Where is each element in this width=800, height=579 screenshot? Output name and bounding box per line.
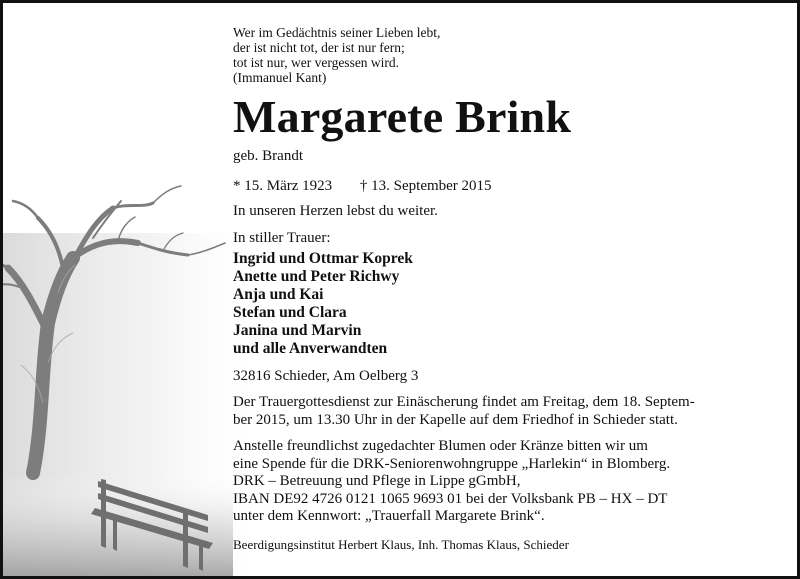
obituary-text <box>233 25 793 553</box>
donation-line: Anstelle freundlichst zugedachter Blumen oder Kränze bitten wir um <box>233 438 648 454</box>
quote-line: tot ist nur, wer vergessen wird. <box>233 55 400 70</box>
birth-name: geb. Brandt <box>233 148 303 164</box>
deceased-name: Margarete Brink <box>233 91 572 142</box>
life-dates <box>233 177 793 195</box>
mourner-entry: und alle Anverwandten <box>233 340 388 357</box>
donation-line: unter dem Kennwort: „Trauerfall Margarete Brink“. <box>233 508 545 524</box>
birth-date: * 15. März 1923 <box>233 178 333 194</box>
donation-line: eine Spende für die DRK-Seniorenwohngruppe „Harlekin“ in Blomberg. <box>233 455 671 472</box>
donation-notice <box>233 438 793 526</box>
service-line: ber 2015, um 13.30 Uhr in der Kapelle auf dem Friedhof in Schieder statt. <box>233 411 678 428</box>
mourning-intro: In stiller Trauer: <box>233 230 331 246</box>
mourner-entry: Anja und Kai <box>233 286 324 303</box>
mourner-entry: Anette und Peter Richwy <box>233 268 400 285</box>
quote-line: Wer im Gedächtnis seiner Lieben lebt, <box>233 25 441 40</box>
memorial-quote <box>233 25 793 85</box>
farewell-line: In unseren Herzen lebst du weiter. <box>233 203 438 219</box>
mourner-entry: Stefan und Clara <box>233 304 347 321</box>
quote-line: der ist nicht tot, der ist nur fern; <box>233 40 405 55</box>
service-line: Der Trauergottesdienst zur Einäscherung findet am Freitag, dem 18. Septem- <box>233 394 695 410</box>
donation-line: IBAN DE92 4726 0121 1065 9693 01 bei der Volksbank PB – HX – DT <box>233 490 668 507</box>
quote-author: (Immanuel Kant) <box>233 70 327 85</box>
mourners-list <box>233 250 793 358</box>
mourner-entry: Ingrid und Ottmar Koprek <box>233 250 413 267</box>
donation-line: DRK – Betreuung und Pflege in Lippe gGmbH, <box>233 473 521 489</box>
mourner-entry: Janina und Marvin <box>233 322 362 339</box>
service-notice <box>233 394 793 429</box>
family-address: 32816 Schieder, Am Oelberg 3 <box>233 368 419 384</box>
death-date: † 13. September 2015 <box>359 178 492 194</box>
undertaker-credit: Beerdigungsinstitut Herbert Klaus, Inh. Thomas Klaus, Schieder <box>233 536 569 552</box>
